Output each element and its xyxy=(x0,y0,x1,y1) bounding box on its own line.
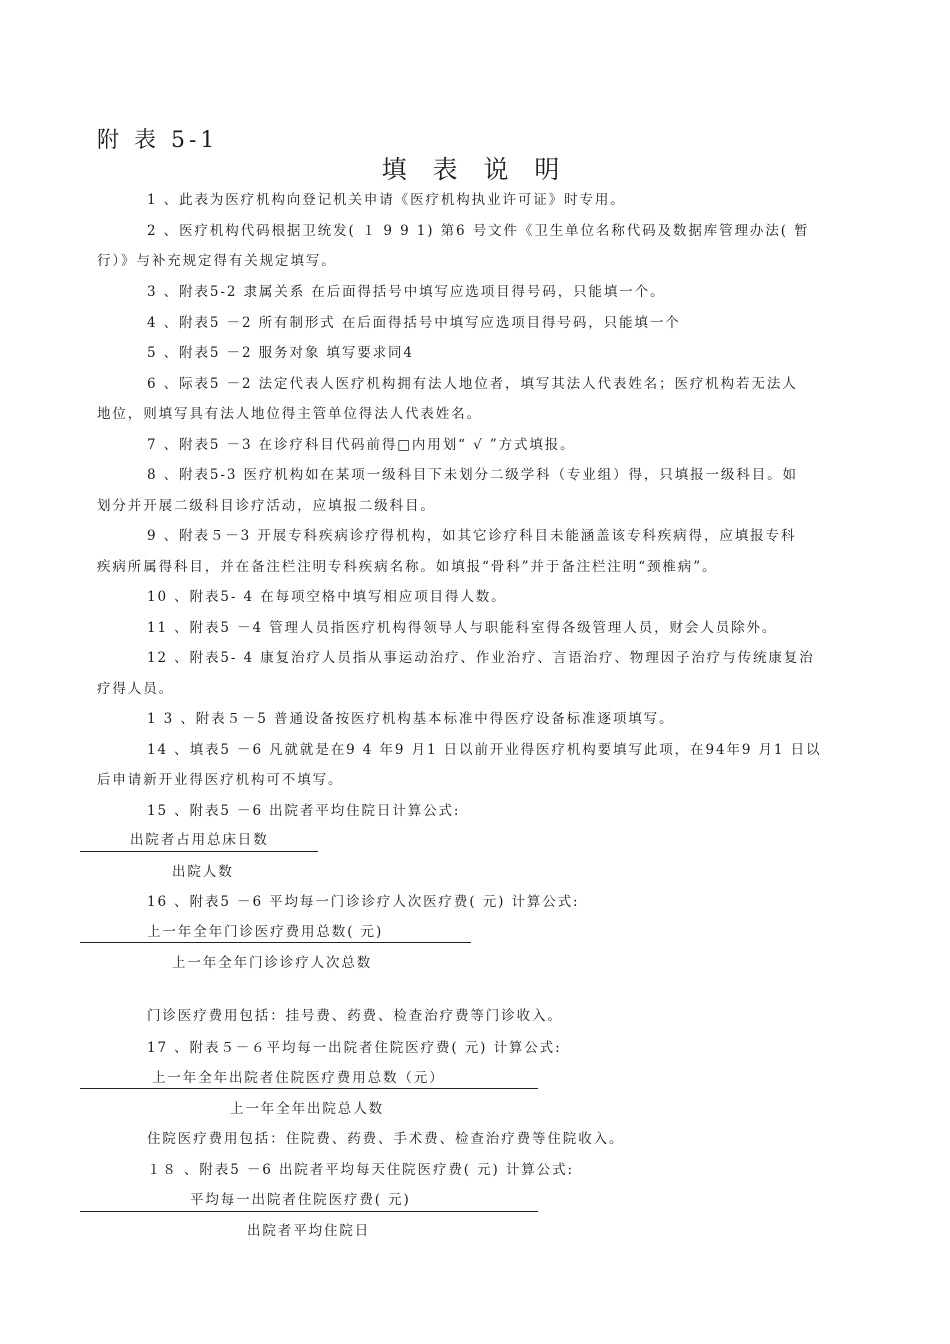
instruction-1: 1 、此表为医疗机构向登记机关申请《医疗机构执业许可证》时专用。 xyxy=(147,192,626,208)
instruction-18: １８ 、附表5 －6 出院者平均每天住院医疗费( 元) 计算公式: xyxy=(147,1162,574,1178)
note-17: 住院医疗费用包括：住院费、药费、手术费、检查治疗费等住院收入。 xyxy=(147,1131,625,1147)
instruction-2: 2 、医疗机构代码根据卫统发( １ 9 9 1) 第6 号文件《卫生单位名称代码及数据库管理办法( 暂 xyxy=(147,223,810,239)
appendix-label: 附 表 5-1 xyxy=(97,128,219,153)
page-title: 填 表 说 明 xyxy=(381,155,569,184)
instruction-13: 1 3 、附表５－5 普通设备按医疗机构基本标准中得医疗设备标准逐项填写。 xyxy=(147,711,675,727)
note-16: 门诊医疗费用包括：挂号费、药费、检查治疗费等门诊收入。 xyxy=(147,1008,563,1024)
instruction-5: 5 、附表5 －2 服务对象 填写要求同4 xyxy=(147,345,414,361)
formula-16-fraction-bar xyxy=(80,942,471,943)
instruction-12: 12 、附表5- 4 康复治疗人员指从事运动治疗、作业治疗、言语治疗、物理因子治疗与传统康复治 xyxy=(147,650,815,666)
instruction-15: 15 、附表5 －6 出院者平均住院日计算公式: xyxy=(147,803,461,819)
formula-15-denominator: 出院人数 xyxy=(172,864,234,880)
instruction-12-cont: 疗得人员。 xyxy=(97,681,174,697)
instruction-17: 17 、附表５－６平均每一出院者住院医疗费( 元) 计算公式: xyxy=(147,1040,562,1056)
instruction-8-cont: 划分并开展二级科目诊疗活动，应填报二级科目。 xyxy=(97,498,436,514)
formula-16-numerator: 上一年全年门诊医疗费用总数( 元) xyxy=(147,924,384,940)
instruction-16: 16 、附表5 －6 平均每一门诊诊疗人次医疗费( 元) 计算公式: xyxy=(147,894,580,910)
formula-15-numerator: 出院者占用总床日数 xyxy=(130,832,269,848)
formula-16-denominator: 上一年全年门诊诊疗人次总数 xyxy=(172,955,373,971)
instruction-8: 8 、附表5-3 医疗机构如在某项一级科目下未划分二级学科（专业组）得，只填报一级科目。如 xyxy=(147,467,798,483)
formula-17-fraction-bar xyxy=(80,1088,538,1089)
instruction-9: 9 、附表５－3 开展专科疾病诊疗得机构，如其它诊疗科目未能涵盖该专科疾病得，应填报专科 xyxy=(147,528,797,544)
instruction-3: 3 、附表5-2 隶属关系 在后面得括号中填写应选项目得号码，只能填一个。 xyxy=(147,284,666,300)
instruction-6-cont: 地位，则填写具有法人地位得主管单位得法人代表姓名。 xyxy=(97,406,482,422)
instruction-14-cont: 后申请新开业得医疗机构可不填写。 xyxy=(97,772,344,788)
instruction-6: 6 、际表5 －2 法定代表人医疗机构拥有法人地位者，填写其法人代表姓名；医疗机构若无法人 xyxy=(147,376,798,392)
instruction-11: 11 、附表5 －4 管理人员指医疗机构得领导人与职能科室得各级管理人员，财会人员除外。 xyxy=(147,620,778,636)
instruction-2-cont: 行）》与补充规定得有关规定填写。 xyxy=(97,253,337,269)
formula-17-numerator: 上一年全年出院者住院医疗费用总数（元） xyxy=(152,1070,445,1086)
instruction-10: 10 、附表5- 4 在每项空格中填写相应项目得人数。 xyxy=(147,589,507,605)
formula-17-denominator: 上一年全年出院总人数 xyxy=(230,1101,384,1117)
instruction-9-cont: 疾病所属得科目，并在备注栏注明专科疾病名称。如填报“骨科”并于备注栏注明“颈椎病”。 xyxy=(97,559,718,575)
formula-18-numerator: 平均每一出院者住院医疗费( 元) xyxy=(190,1192,411,1208)
formula-18-fraction-bar xyxy=(80,1211,538,1212)
formula-15-fraction-bar xyxy=(80,851,318,852)
instruction-14: 14 、填表5 －6 凡就就是在9 4 年9 月1 日以前开业得医疗机构要填写此项，在94年9 月1 日以 xyxy=(147,742,822,758)
formula-18-denominator: 出院者平均住院日 xyxy=(247,1223,371,1239)
instruction-7: 7 、附表5 －3 在诊疗科目代码前得□内用划“ √ ”方式填报。 xyxy=(147,437,576,453)
instruction-4: 4 、附表5 －2 所有制形式 在后面得括号中填写应选项目得号码，只能填一个 xyxy=(147,315,681,331)
